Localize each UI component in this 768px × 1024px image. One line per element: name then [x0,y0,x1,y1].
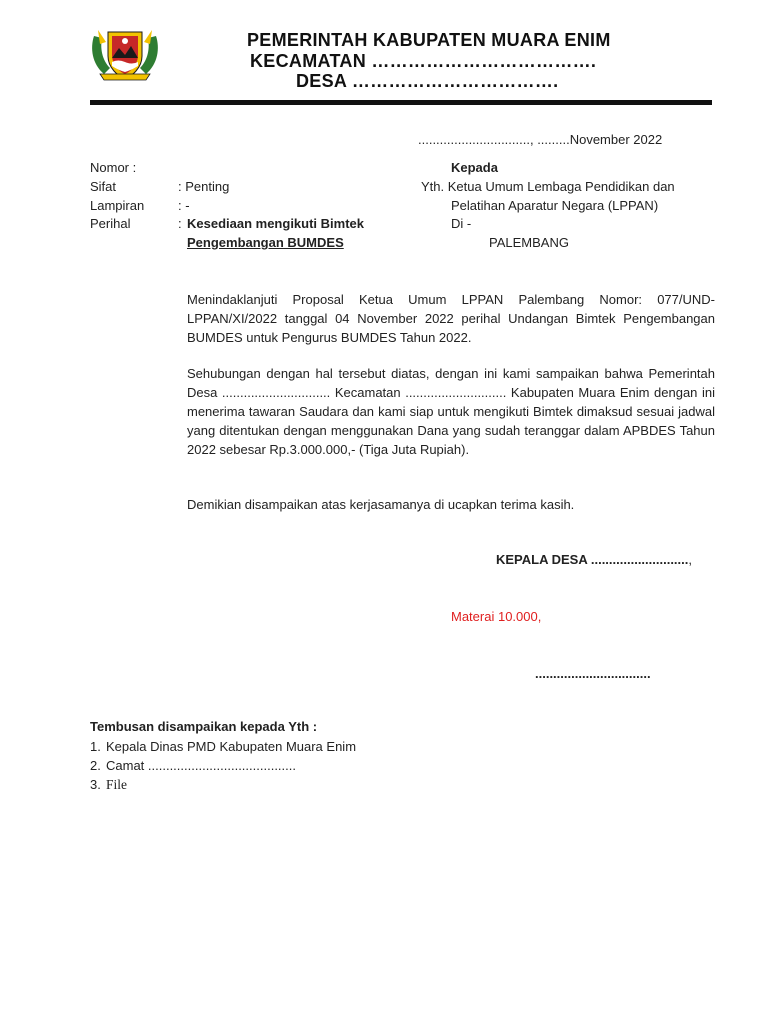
sifat-label: Sifat [90,179,117,194]
kepada-label: Kepada [451,160,498,175]
sifat-value: : Penting [178,179,230,194]
cc-item-number: 1. [90,739,101,754]
cc-item-text: Kepala Dinas PMD Kabupaten Muara Enim [106,739,357,754]
cc-item-number: 3. [90,777,101,792]
recipient-city: PALEMBANG [489,235,569,250]
cc-item-number: 2. [90,758,101,773]
signature-title-text: KEPALA DESA ........................... [496,552,689,567]
lampiran-value: : - [178,198,190,213]
perihal-label: Perihal [90,216,131,231]
nomor-label: Nomor : [90,160,137,175]
list-item [90,737,356,756]
recipient-line2: Pelatihan Aparatur Negara (LPPAN) [451,198,659,213]
body-paragraph-2: Sehubungan dengan hal tersebut diatas, dengan ini kami sampaikan bahwa Pemerintah Desa .............................. Kecamatan ............................ Kabupaten Muara Enim dengan ini menerima tawaran Saudara dan kami siap untuk mengikuti Bimtek dimaksud sesuai jadwal yang ditentukan dengan menggunakan Dana yang sudah teranggar dalam APBDES Tahun 2022 sebesar Rp.3.000.000,- (Tiga Juta Rupiah). [187,366,715,457]
letterhead-desa: DESA ……………………………. [296,71,559,91]
letterhead-kecamatan: KECAMATAN ………………………………. [250,51,597,71]
list-item [90,775,356,794]
body-paragraph-1: Menindaklanjuti Proposal Ketua Umum LPPAN Palembang Nomor: 077/UND-LPPAN/XI/2022 tanggal 04 November 2022 perihal Undangan Bimtek Pengembangan BUMDES untuk Pengurus BUMDES Tahun 2022. [187,292,715,345]
cc-item-text: Camat ......................................... [106,758,296,773]
muara-enim-emblem-logo [88,22,162,84]
body-paragraph-3: Demikian disampaikan atas kerjasamanya di ucapkan terima kasih. [187,497,575,512]
letter-date: ..............................., .........November 2022 [418,132,663,147]
perihal-colon: : [178,216,182,231]
list-item [90,756,356,775]
recipient-line1: Yth. Ketua Umum Lembaga Pendidikan dan [421,179,675,194]
perihal-subject-line1: Kesediaan mengikuti Bimtek [187,216,364,231]
materai-stamp-note: Materai 10.000, [451,609,542,624]
letterhead-government-title: PEMERINTAH KABUPATEN MUARA ENIM [247,30,611,50]
cc-heading: Tembusan disampaikan kepada Yth : [90,719,318,734]
signatory-name-line: ................................ [535,666,651,681]
letterhead-divider [90,100,712,105]
recipient-di: Di - [451,216,472,231]
cc-list [90,737,356,794]
perihal-subject-line2: Pengembangan BUMDES [187,235,344,250]
signature-title [496,552,692,567]
lampiran-label: Lampiran [90,198,145,213]
signature-title-comma: , [688,552,693,567]
cc-item-text: File [106,777,128,792]
